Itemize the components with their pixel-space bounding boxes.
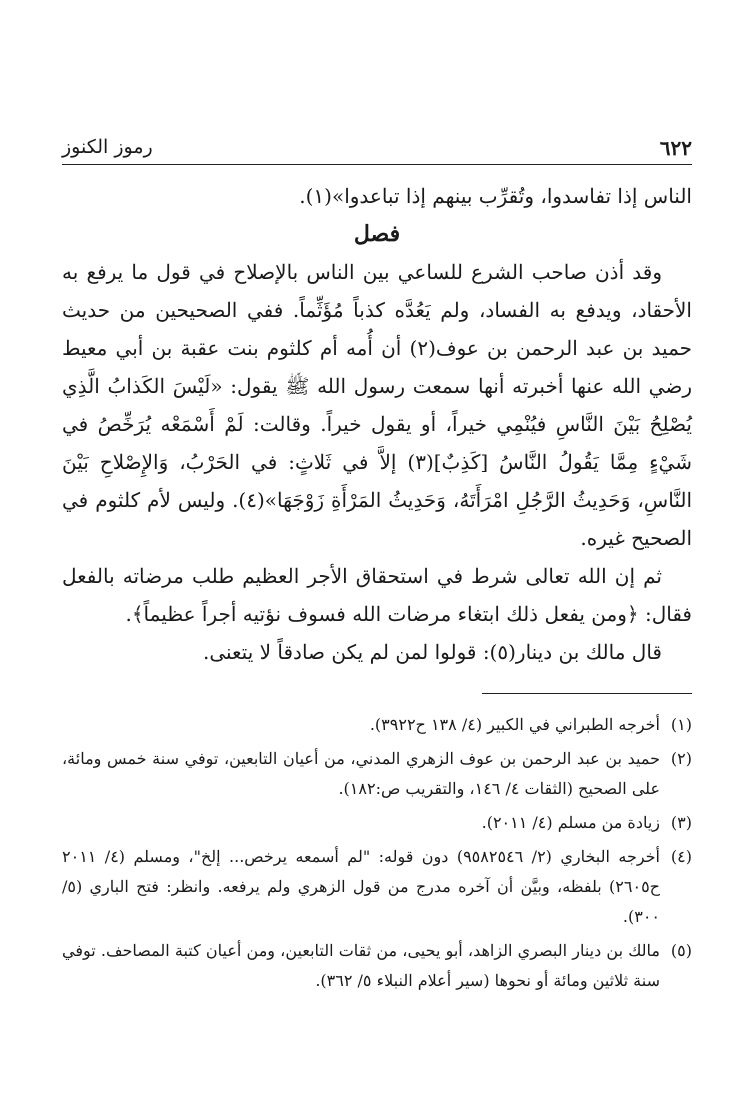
book-page xyxy=(62,134,692,1000)
footnote-mark: (٥) xyxy=(670,941,692,960)
footnote-text: مالك بن دينار البصري الزاهد، أبو يحيى، من ثقات التابعين، ومن أعيان كتبة المصاحف. توفي سنة ثلاثين ومائة أو نحوها (سير أعلام النبلاء ٥/ ٣٦٢). xyxy=(62,941,660,990)
paragraph-quran: ثم إن الله تعالى شرط في استحقاق الأجر العظيم طلب مرضاته بالفعل فقال: ﴿ومن يفعل ذلك ابتغاء مرضات الله فسوف نؤتيه أجراً عظيماً﴾. xyxy=(62,564,692,626)
footnote-5 xyxy=(62,936,692,996)
continued-line: الناس إذا تفاسدوا، وتُقرِّب بينهم إذا تباعدوا»(١). xyxy=(299,184,692,208)
page-number: ٦٢٢ xyxy=(659,136,692,160)
paragraph-hadith: وقد أذن صاحب الشرع للساعي بين الناس بالإصلاح في قول ما يرفع به الأحقاد، ويدفع به الفساد، ولم يَعُدَّه كذباً مُؤَثِّماً. ففي الصحيحين من حديث حميد بن عبد الرحمن بن عوف(٢) أن أُمه أم كلثوم بنت عقبة بن أبي معيط رضي الله عنها أخبرته أنها سمعت رسول الله ﷺ يقول: «لَيْسَ الكَذابُ الَّذِي يُصْلِحُ بَيْنَ النَّاسِ فيُنْمِي خيراً، أو يقول خيراً. وقالت: لَمْ أَسْمَعْه يُرَخِّصُ في شَيْءٍ مِمَّا يَقُولُ النَّاسُ [كَذِبٌ](٣) إلاَّ في ثَلاثٍ: في الحَرْبُ، وَالإِصْلاحِ بَيْنَ النَّاسِ، وَحَدِيثُ الرَّجُلِ امْرَأَتَهُ، وَحَدِيثُ المَرْأَةِ زَوْجَهَا»(٤). وليس لأم كلثوم في الصحيح غيره. xyxy=(62,260,692,550)
footnotes xyxy=(62,710,692,996)
footnote-mark: (٤) xyxy=(670,847,692,866)
running-title: رموز الكنوز xyxy=(62,136,153,158)
footnote-2 xyxy=(62,744,692,804)
footnote-3 xyxy=(62,808,692,838)
footnote-1 xyxy=(62,710,692,740)
footnote-4 xyxy=(62,842,692,932)
main-text xyxy=(62,177,692,671)
footnote-mark: (١) xyxy=(670,715,692,734)
footnote-mark: (٢) xyxy=(670,749,692,768)
footnote-text: زيادة من مسلم (٤/ ٢٠١١). xyxy=(481,813,660,832)
footnote-text: أخرجه الطبراني في الكبير (٤/ ١٣٨ ح٣٩٢٢). xyxy=(369,715,660,734)
paragraph-malik: قال مالك بن دينار(٥): قولوا لمن لم يكن صادقاً لا يتعنى. xyxy=(202,640,662,664)
footnote-text: أخرجه البخاري (٢/ ٩٥٨٢٥٤٦) دون قوله: "لم أسمعه يرخص... إلخ"، ومسلم (٤/ ٢٠١١ ح٢٦٠٥) بلفظه، وبيَّن أن آخره مدرج من قول الزهري ولم يرفعه. وانظر: فتح الباري (٥/ ٣٠٠). xyxy=(62,847,660,926)
section-heading: فصل xyxy=(353,221,401,247)
page-header xyxy=(62,134,692,165)
footnote-mark: (٣) xyxy=(670,813,692,832)
footnote-separator xyxy=(482,693,692,694)
footnote-text: حميد بن عبد الرحمن بن عوف الزهري المدني، من أعيان التابعين، توفي سنة خمس ومائة، على الصحيح (الثقات ٤/ ١٤٦، والتقريب ص:١٨٢). xyxy=(62,749,660,798)
